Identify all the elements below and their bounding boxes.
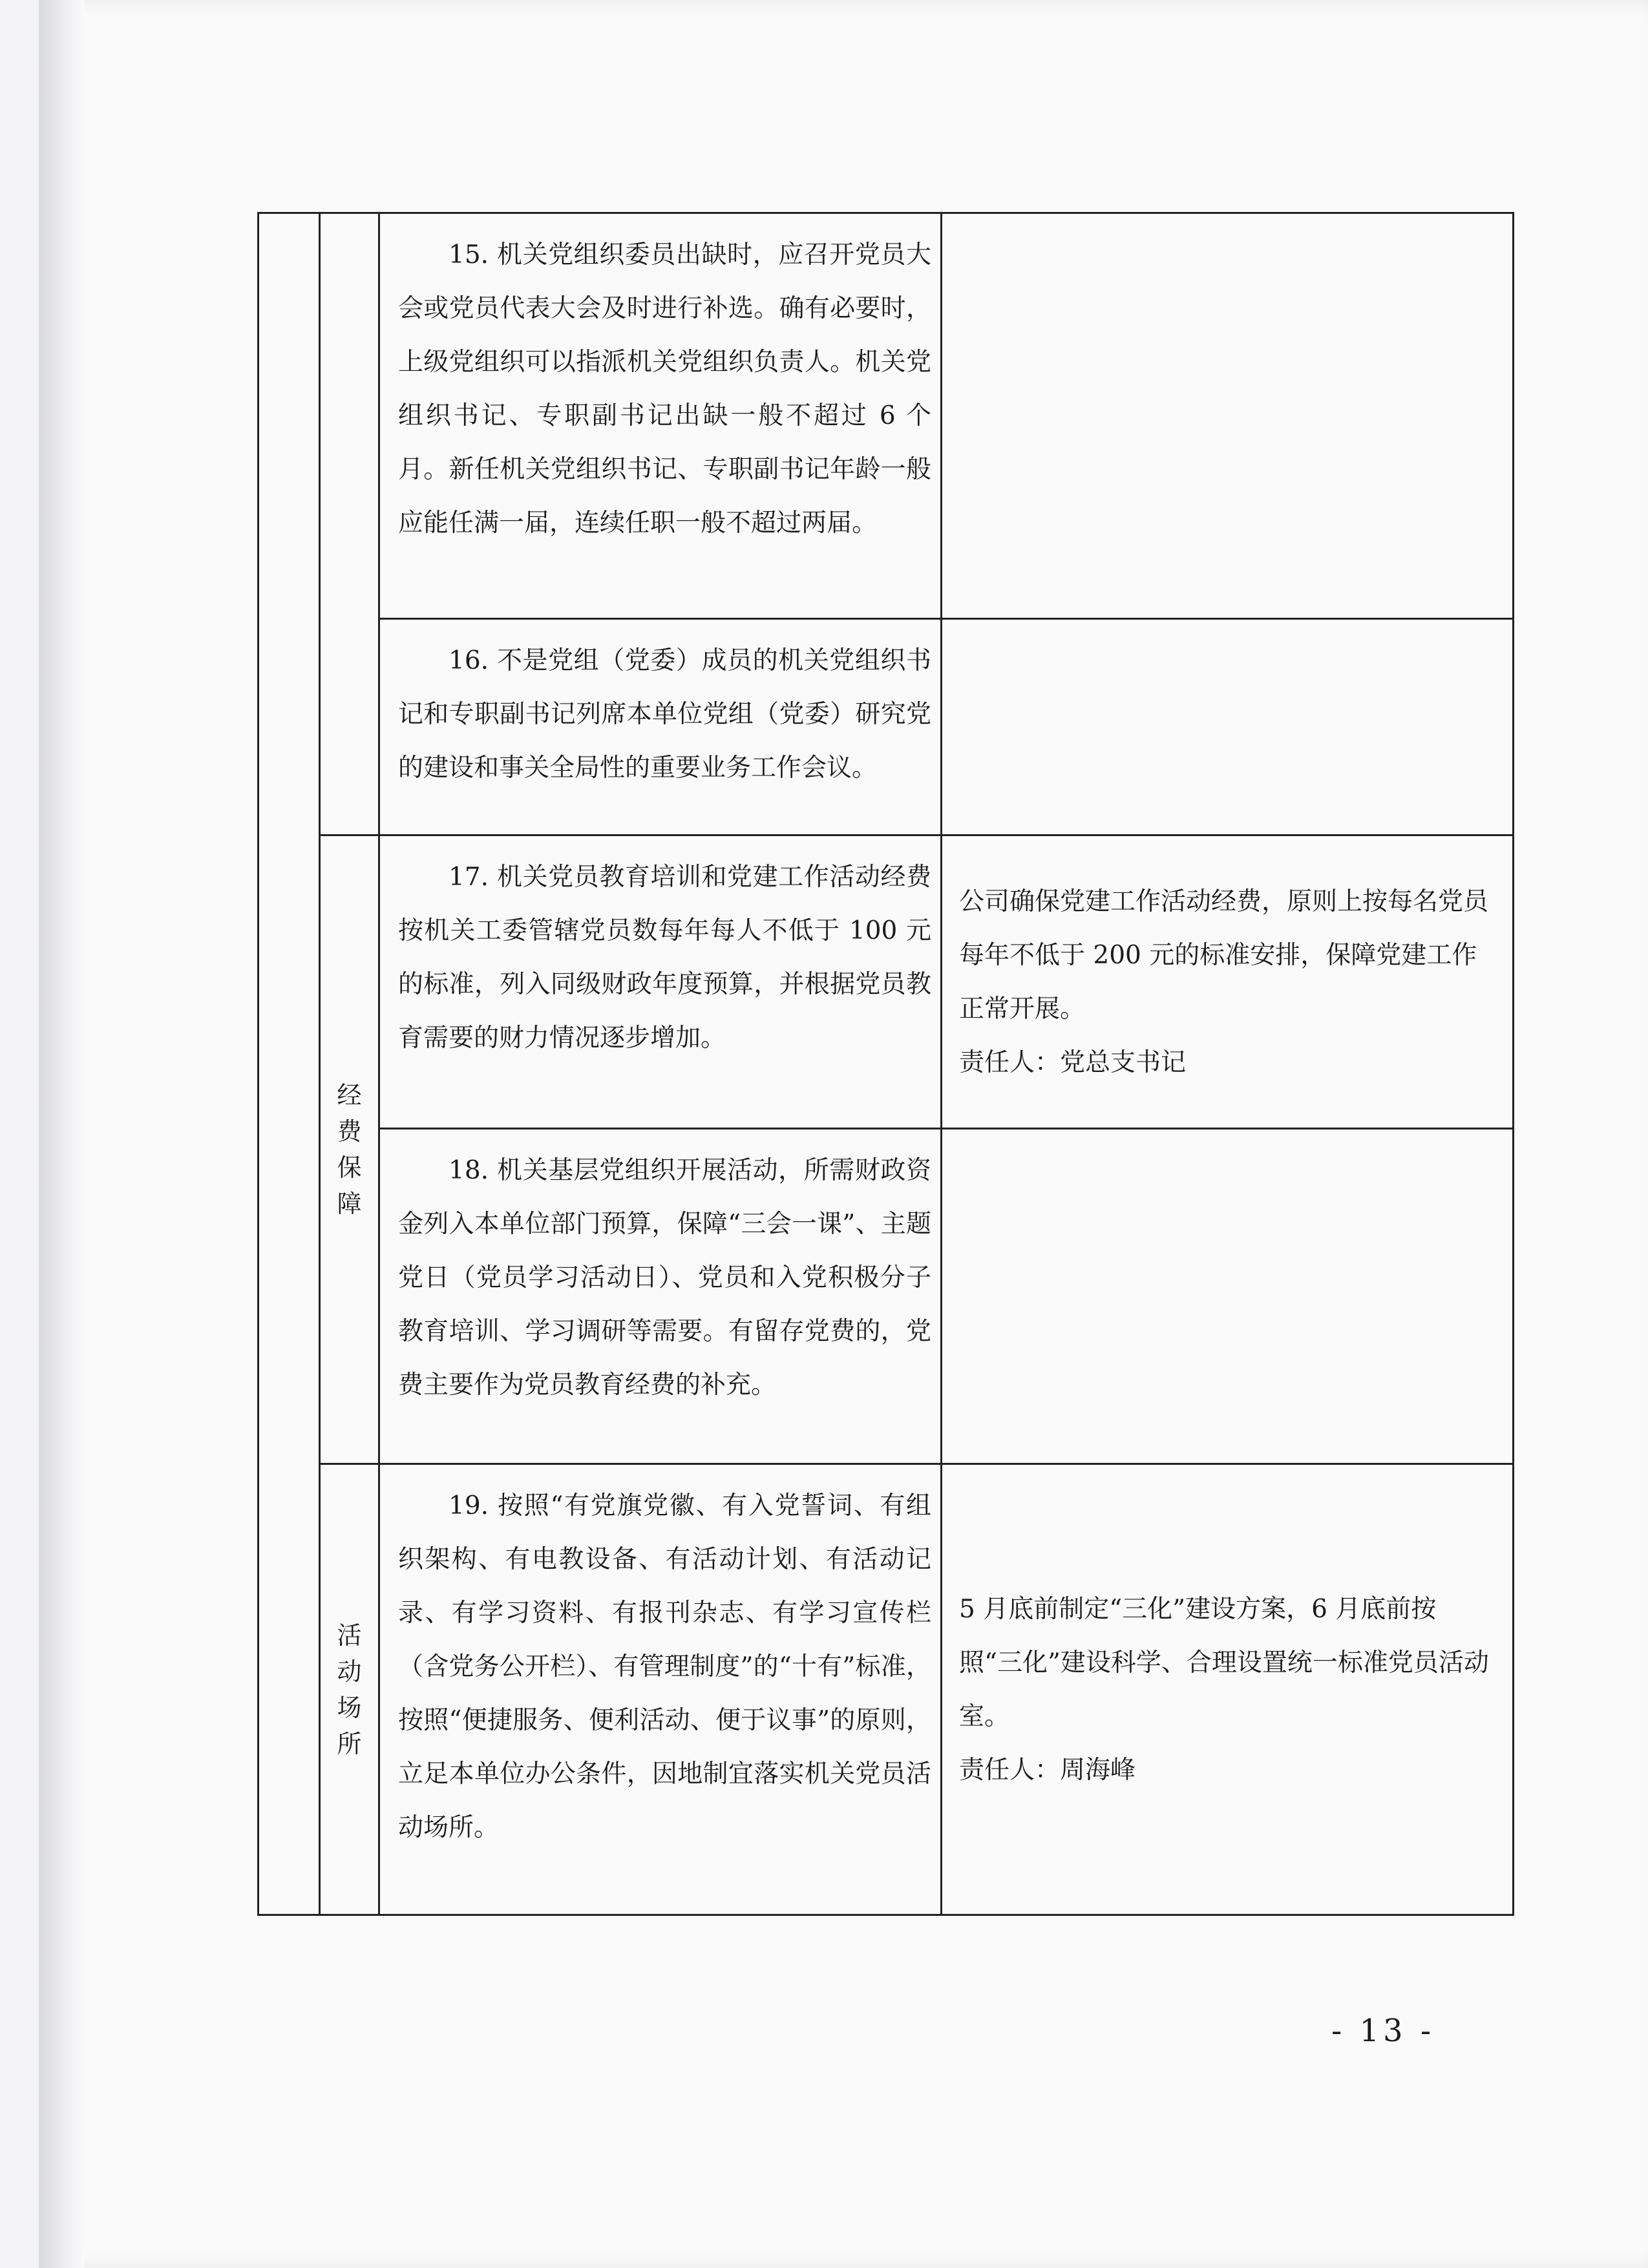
- measure-17-text: 公司确保党建工作活动经费，原则上按每名党员每年不低于 200 元的标准安排，保障党建工作正常开展。: [959, 887, 1489, 1024]
- page-binding-shadow: [39, 0, 84, 2268]
- requirement-16-text: 16. 不是党组（党委）成员的机关党组织书记和专职副书记列席本单位党组（党委）研究党的建设和事关全局性的重要业务工作会议。: [398, 646, 931, 782]
- section-cell: [320, 1464, 379, 1915]
- measure-cell: [942, 1129, 1514, 1464]
- section-cell-continued: [320, 213, 379, 835]
- requirement-18-text: 18. 机关基层党组织开展活动，所需财政资金列入本单位部门预算，保障“三会一课”、主题党日（党员学习活动日）、党员和入党积极分子教育培训、学习调研等需要。有留存党费的，党费主要作为党员教育经费的补充。: [398, 1156, 931, 1400]
- measure-cell: [942, 835, 1514, 1129]
- measure-cell: [942, 213, 1514, 619]
- requirement-17-text: 17. 机关党员教育培训和党建工作活动经费按机关工委管辖党员数每年每人不低于 100 元的标准，列入同级财政年度预算，并根据党员教育需要的财力情况逐步增加。: [398, 863, 931, 1053]
- section-label-venue: 活动场所: [337, 1621, 362, 1758]
- table-row: [259, 213, 1514, 619]
- measure-cell: [942, 619, 1514, 835]
- requirement-19-text: 19. 按照“有党旗党徽、有入党誓词、有组织架构、有电教设备、有活动计划、有活动记录、有学习资料、有报刊杂志、有学习宣传栏（含党务公开栏）、有管理制度”的“十有”标准，按照“便捷服务、便利活动、便于议事”的原则，立足本单位办公条件，因地制宜落实机关党员活动场所。: [398, 1491, 931, 1842]
- page-number: - 13 -: [1331, 2013, 1435, 2049]
- requirement-cell: [379, 619, 942, 835]
- requirement-cell: [379, 1464, 942, 1915]
- measure-cell: [942, 1464, 1514, 1915]
- category-column: [259, 213, 320, 1915]
- table-row: [259, 835, 1514, 1129]
- table-row: [259, 1464, 1514, 1915]
- table-row: [259, 619, 1514, 835]
- responsible-19: 责任人：周海峰: [959, 1755, 1136, 1785]
- requirement-cell: [379, 835, 942, 1129]
- requirement-cell: [379, 1129, 942, 1464]
- requirement-cell: [379, 213, 942, 619]
- section-label-funding: 经费保障: [337, 1081, 362, 1218]
- measures-table: [257, 212, 1514, 1916]
- requirement-15-text: 15. 机关党组织委员出缺时，应召开党员大会或党员代表大会及时进行补选。确有必要时，上级党组织可以指派机关党组织负责人。机关党组织书记、专职副书记出缺一般不超过 6 个月。新任机关党组织书记、专职副书记年龄一般应能任满一届，连续任职一般不超过两届。: [398, 240, 931, 538]
- responsible-17: 责任人：党总支书记: [959, 1047, 1187, 1077]
- section-cell: [320, 835, 379, 1464]
- measure-19-text: 5 月底前制定“三化”建设方案，6 月底前按照“三化”建设科学、合理设置统一标准党员活动室。: [959, 1594, 1489, 1731]
- table-row: [259, 1129, 1514, 1464]
